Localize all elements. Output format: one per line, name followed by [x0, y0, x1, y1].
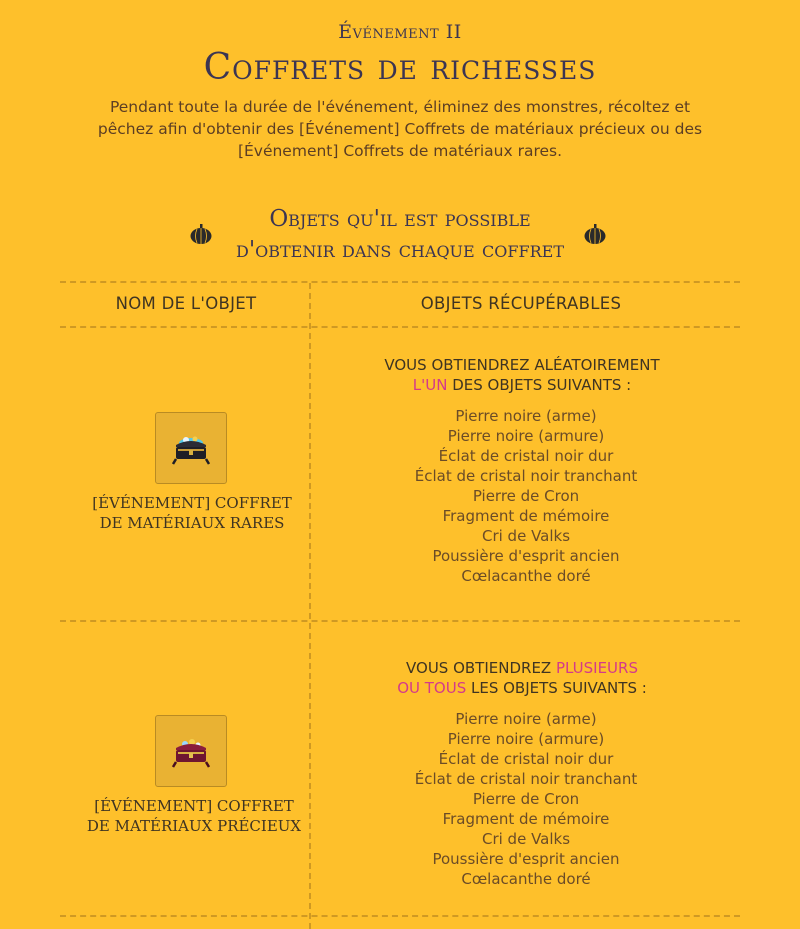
page-title: Coffrets de richesses: [203, 47, 597, 88]
chest-rare-name-line2: DE MATÉRIAUX RARES: [99, 514, 285, 532]
row2-rule-highlight2: OU TOUS: [397, 679, 467, 697]
table-divider: [60, 620, 740, 622]
chest-precious-name-line1: [ÉVÉNEMENT] COFFRET: [94, 797, 294, 815]
column-header-name: NOM DE L'OBJET: [115, 294, 257, 313]
list-item: Cri de Valks: [481, 830, 571, 848]
row1-item-list: [326, 406, 726, 586]
table-divider: [60, 281, 740, 283]
event-label: Événement II: [338, 21, 462, 43]
list-item: Éclat de cristal noir dur: [438, 447, 614, 465]
list-item: Éclat de cristal noir dur: [438, 750, 614, 768]
row2-rule-line1: [322, 658, 722, 678]
list-item: Pierre noire (armure): [447, 730, 605, 748]
chest-rare-tile: [155, 412, 227, 484]
chest-precious-name-line2: DE MATÉRIAUX PRÉCIEUX: [86, 817, 302, 835]
list-item: Fragment de mémoire: [442, 507, 610, 525]
red-treasure-chest-icon: [156, 716, 226, 786]
section-title-line1: Objets qu'il est possible: [269, 206, 531, 232]
list-item: Pierre noire (armure): [447, 427, 605, 445]
list-item: Éclat de cristal noir tranchant: [414, 467, 638, 485]
row1-rule-line1: VOUS OBTIENDREZ ALÉATOIREMENT: [384, 356, 660, 374]
table-divider: [60, 915, 740, 917]
chest-precious-name: [64, 796, 324, 836]
row2-rule-line2: [322, 678, 722, 698]
column-header-items: OBJETS RÉCUPÉRABLES: [420, 294, 622, 313]
row1-rule-post: DES OBJETS SUIVANTS :: [452, 376, 632, 394]
list-item: Poussière d'esprit ancien: [432, 850, 620, 868]
list-item: Fragment de mémoire: [442, 810, 610, 828]
row2-rule: [322, 658, 722, 698]
list-item: Pierre de Cron: [472, 790, 580, 808]
chest-rare-name-line1: [ÉVÉNEMENT] COFFRET: [92, 494, 292, 512]
list-item: Éclat de cristal noir tranchant: [414, 770, 638, 788]
list-item: Poussière d'esprit ancien: [432, 547, 620, 565]
section-title: [210, 204, 590, 266]
intro-text: Pendant toute la durée de l'événement, éliminez des monstres, récoltez et pêchez afin d'obtenir des [Événement] Coffrets de matériaux précieux ou des [Événement] Coffrets de matériaux rares.: [97, 98, 703, 160]
chest-precious-tile: [155, 715, 227, 787]
list-item: Pierre de Cron: [472, 487, 580, 505]
row2-item-list: [326, 709, 726, 889]
row2-rule-pre: VOUS OBTIENDREZ: [406, 659, 552, 677]
dark-treasure-chest-icon: [156, 413, 226, 483]
row2-rule-highlight1: PLUSIEURS: [555, 659, 638, 677]
table-divider: [60, 326, 740, 328]
list-item: Pierre noire (arme): [455, 710, 597, 728]
chest-rare-name: [62, 493, 322, 533]
section-title-line2: d'obtenir dans chaque coffret: [235, 237, 564, 263]
pumpkin-icon: [583, 223, 607, 245]
list-item: Cœlacanthe doré: [461, 870, 591, 888]
list-item: Cœlacanthe doré: [461, 567, 591, 585]
row1-rule-highlight: L'UN: [412, 376, 448, 394]
row2-rule-post: LES OBJETS SUIVANTS :: [471, 679, 647, 697]
list-item: Cri de Valks: [481, 527, 571, 545]
row1-rule-line2: [322, 375, 722, 395]
list-item: Pierre noire (arme): [455, 407, 597, 425]
row1-rule: [322, 355, 722, 395]
